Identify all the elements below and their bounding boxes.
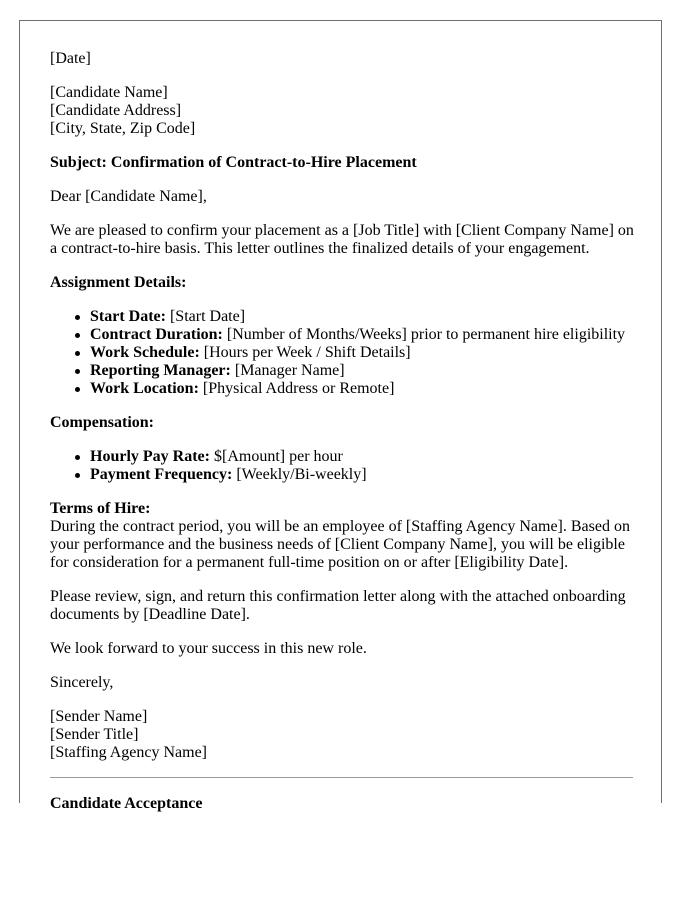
- list-item: [90, 326, 634, 344]
- item-label: Start Date:: [90, 308, 166, 325]
- closing-line: We look forward to your success in this new role.: [50, 640, 367, 657]
- sender-block: [50, 708, 634, 762]
- list-item: [90, 466, 634, 484]
- item-value: [Number of Months/Weeks] prior to permanent hire eligibility: [222, 326, 626, 343]
- list-item: [90, 380, 634, 398]
- item-value: [Weekly/Bi-weekly]: [232, 466, 367, 483]
- list-item: [90, 448, 634, 466]
- assignment-list: [50, 308, 634, 398]
- instructions-paragraph: Please review, sign, and return this confirmation letter along with the attached onboarding documents by [Deadline Date].: [50, 588, 626, 623]
- list-item: [90, 308, 634, 326]
- item-label: Contract Duration:: [90, 326, 223, 343]
- letter-page: [19, 20, 662, 812]
- compensation-heading: Compensation:: [50, 414, 155, 431]
- compensation-list: [50, 448, 634, 484]
- intro-paragraph: We are pleased to confirm your placement as a [Job Title] with [Client Company Name] on a contract-to-hire basis. This letter outlines the finalized details of your engagement.: [50, 222, 634, 257]
- item-label: Work Schedule:: [90, 344, 200, 361]
- letter-subject: Subject: Confirmation of Contract-to-Hire Placement: [50, 154, 417, 171]
- recipient-city: [City, State, Zip Code]: [50, 120, 196, 137]
- list-item: [90, 362, 634, 380]
- acceptance-heading: Candidate Acceptance: [50, 795, 203, 812]
- item-value: [Manager Name]: [230, 362, 345, 379]
- item-value: [Hours per Week / Shift Details]: [199, 344, 411, 361]
- recipient-address: [Candidate Address]: [50, 102, 182, 119]
- terms-paragraph: During the contract period, you will be an employee of [Staffing Agency Name]. Based on your performance and the business needs of [Client Company Name], you will be eligible for consideration for a permanent full-time position on or after [Eligibility Date].: [50, 518, 630, 571]
- letter-date: [Date]: [50, 50, 91, 67]
- letter-content: [50, 50, 634, 762]
- sender-agency: [Staffing Agency Name]: [50, 744, 207, 761]
- recipient-name: [Candidate Name]: [50, 84, 168, 101]
- terms-heading: Terms of Hire:: [50, 500, 151, 517]
- assignment-heading: Assignment Details:: [50, 274, 187, 291]
- sender-name: [Sender Name]: [50, 708, 148, 725]
- item-value: $[Amount] per hour: [209, 448, 343, 465]
- sender-title: [Sender Title]: [50, 726, 139, 743]
- item-value: [Start Date]: [165, 308, 246, 325]
- recipient-block: [50, 84, 634, 138]
- signoff: Sincerely,: [50, 674, 114, 691]
- item-label: Payment Frequency:: [90, 466, 233, 483]
- item-value: [Physical Address or Remote]: [198, 380, 395, 397]
- section-divider: [50, 777, 633, 778]
- item-label: Reporting Manager:: [90, 362, 231, 379]
- list-item: [90, 344, 634, 362]
- item-label: Work Location:: [90, 380, 199, 397]
- salutation: Dear [Candidate Name],: [50, 188, 207, 205]
- item-label: Hourly Pay Rate:: [90, 448, 210, 465]
